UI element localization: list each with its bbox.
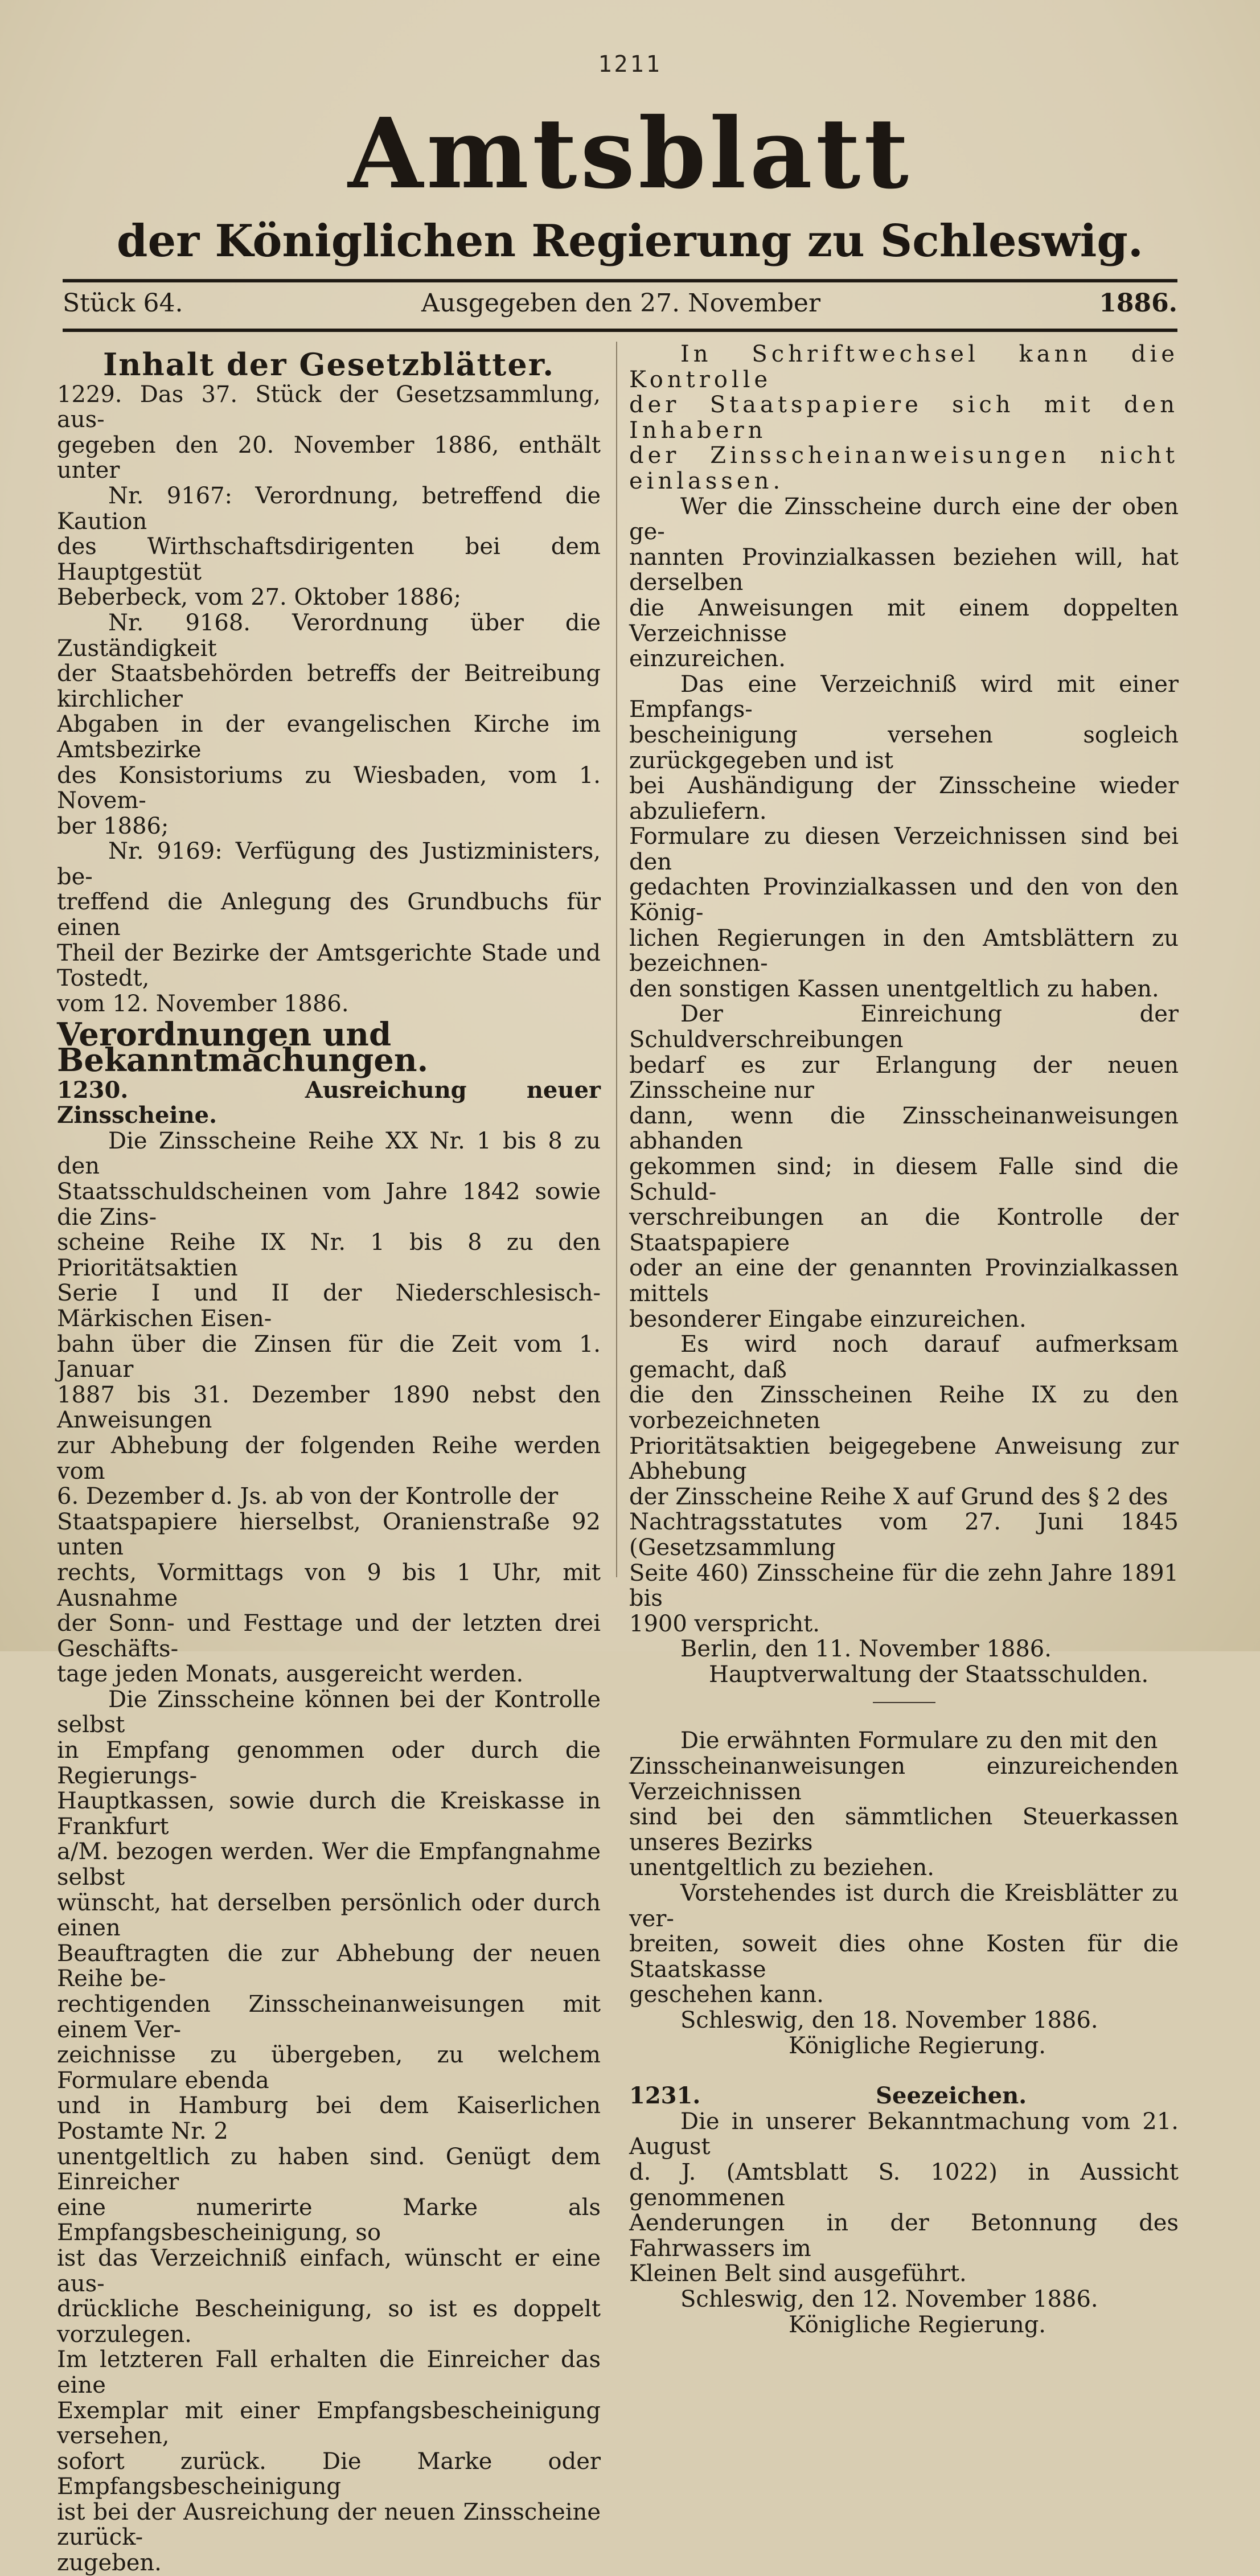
line: tage jeden Monats, ausgereicht werden. <box>57 1661 524 1688</box>
para-right-d <box>629 1002 1179 1332</box>
line: Zinsscheinanweisungen einzureichenden Verzeichnissen <box>629 1753 1179 1805</box>
para-9168 <box>57 610 601 839</box>
line: den sonstigen Kassen unentgeltlich zu haben. <box>629 975 1159 1002</box>
para-9167 <box>57 483 601 610</box>
line: Nr. 9167: Verordnung, betreffend die Kaution <box>57 482 601 535</box>
line: wünscht, hat derselben persönlich oder durch einen <box>57 1889 601 1942</box>
line: Hauptkassen, sowie durch die Kreiskasse in Frankfurt <box>57 1788 601 1840</box>
line: Serie I und II der Niederschlesisch-Märkischen Eisen- <box>57 1280 601 1332</box>
para-right-b <box>629 494 1179 672</box>
section-number-1231: 1231. <box>629 2082 701 2110</box>
para-1230-b <box>57 1687 601 2576</box>
para-9169 <box>57 839 601 1016</box>
line: sind bei den sämmtlichen Steuerkassen unseres Bezirks <box>629 1804 1179 1856</box>
line: Die erwähnten Formulare zu den mit den <box>680 1728 1158 1754</box>
page-number: 1211 <box>598 51 662 77</box>
column-divider <box>616 342 617 1577</box>
heading-1230 <box>57 1078 601 1129</box>
line: Aenderungen in der Betonnung des Fahrwassers im <box>629 2210 1179 2262</box>
section-number-1230: 1230. <box>57 1076 129 1104</box>
para-right-h <box>629 2109 1179 2287</box>
line: Staatspapiere hierselbst, Oranienstraße 92 unten <box>57 1508 601 1561</box>
line: 1229. Das 37. Stück der Gesetzsammlung, aus- <box>57 381 601 433</box>
signature-org-hauptverwaltung: Hauptverwaltung der Staatsschulden. <box>709 1661 1149 1688</box>
line: der Staatsbehörden betreffs der Beitreibung kirchlicher <box>57 661 601 712</box>
para-right-c <box>629 672 1179 1002</box>
line: bescheinigung versehen sogleich zurückgegeben und ist <box>629 721 1179 774</box>
line: Kleinen Belt sind ausgeführt. <box>629 2261 967 2287</box>
line: bahn über die Zinsen für die Zeit vom 1. Januar <box>57 1331 601 1383</box>
line: d. J. (Amtsblatt S. 1022) in Aussicht genommenen <box>629 2159 1179 2211</box>
signature-org-regierung-2: Königliche Regierung. <box>789 2311 1046 2338</box>
line: der Sonn- und Festtage und der letzten drei Geschäfts- <box>57 1610 601 1662</box>
line: zur Abhebung der folgenden Reihe werden vom <box>57 1432 601 1484</box>
line: bei Aushändigung der Zinsscheine wieder abzuliefern. <box>629 773 1179 825</box>
line: der Staatspapiere sich mit den Inhabern <box>629 392 1179 444</box>
short-divider <box>873 1702 935 1703</box>
para-right-g <box>629 1881 1179 2008</box>
left-column <box>57 342 601 2576</box>
line: gekommen sind; in diesem Falle sind die Schuld- <box>629 1154 1179 1205</box>
issue-date: Ausgegeben den 27. November <box>421 289 820 318</box>
signature-place-schleswig-2: Schleswig, den 12. November 1886. <box>680 2286 1098 2312</box>
line: Exemplar mit einer Empfangsbescheinigung versehen, <box>57 2397 601 2450</box>
line: bedarf es zur Erlangung der neuen Zinsscheine nur <box>629 1052 1179 1104</box>
line: sofort zurück. Die Marke oder Empfangsbescheinigung <box>57 2448 601 2500</box>
line: dann, wenn die Zinsscheinanweisungen abhanden <box>629 1102 1179 1155</box>
line: verschreibungen an die Kontrolle der Staatspapiere <box>629 1204 1179 1256</box>
line: der Zinsscheine Reihe X auf Grund des § 2 des <box>629 1483 1168 1510</box>
line: Vorstehendes ist durch die Kreisblätter zu ver- <box>629 1880 1179 1932</box>
masthead-subtitle: der Königlichen Regierung zu Schleswig. <box>116 215 1144 267</box>
heading-gesetzblaetter: Inhalt der Gesetzblätter. <box>102 346 555 383</box>
signature-place-berlin: Berlin, den 11. November 1886. <box>680 1636 1052 1663</box>
line: gedachten Provinzialkassen und den von den König- <box>629 874 1179 926</box>
section-title-1230: Ausreichung neuer Zinsscheine. <box>57 1076 601 1129</box>
line: Wer die Zinsscheine durch eine der oben ge- <box>629 493 1179 545</box>
line: vom 12. November 1886. <box>57 990 349 1017</box>
line: Die Zinsscheine Reihe XX Nr. 1 bis 8 zu den <box>57 1127 601 1180</box>
line: des Konsistoriums zu Wiesbaden, vom 1. Novem- <box>57 762 601 814</box>
line: scheine Reihe IX Nr. 1 bis 8 zu den Prioritätsaktien <box>57 1229 601 1281</box>
heading-verordnungen: Verordnungen und Bekanntmachungen. <box>57 1016 429 1080</box>
line: Staatsschuldscheinen vom Jahre 1842 sowie die Zins- <box>57 1179 601 1230</box>
line: Abgaben in der evangelischen Kirche im Amtsbezirke <box>57 711 601 763</box>
line: Formulare zu diesen Verzeichnissen sind bei den <box>629 823 1179 875</box>
line: breiten, soweit dies ohne Kosten für die Staatskasse <box>629 1931 1179 1983</box>
line: drückliche Bescheinigung, so ist es doppelt vorzulegen. <box>57 2296 601 2348</box>
line: Seite 460) Zinsscheine für die zehn Jahre 1891 bis <box>629 1560 1179 1612</box>
line: unentgeltlich zu haben sind. Genügt dem Einreicher <box>57 2143 601 2196</box>
line: Das eine Verzeichniß wird mit einer Empfangs- <box>629 671 1179 723</box>
line: in Empfang genommen oder durch die Regierungs- <box>57 1737 601 1789</box>
line: die den Zinsscheinen Reihe IX zu den vorbezeichneten <box>629 1382 1179 1434</box>
issue-line <box>63 289 1177 323</box>
line: die Anweisungen mit einem doppelten Verzeichnisse <box>629 594 1179 647</box>
issue-number: Stück 64. <box>63 289 183 318</box>
line: Im letzteren Fall erhalten die Einreicher das eine <box>57 2347 601 2398</box>
line: gegeben den 20. November 1886, enthält unter <box>57 432 601 484</box>
signature-org-regierung-1: Königliche Regierung. <box>789 2032 1046 2059</box>
line: Theil der Bezirke der Amtsgerichte Stade und Tostedt, <box>57 940 601 992</box>
bottom-rule <box>63 329 1177 332</box>
line: Nr. 9168. Verordnung über die Zuständigkeit <box>57 609 601 662</box>
line: 1900 verspricht. <box>629 1610 820 1637</box>
line: 6. Dezember d. Js. ab von der Kontrolle der <box>57 1483 559 1510</box>
line: 1887 bis 31. Dezember 1890 nebst den Anweisungen <box>57 1381 601 1434</box>
line: ber 1886; <box>57 813 169 839</box>
line: nannten Provinzialkassen beziehen will, hat derselben <box>629 544 1179 596</box>
line: des Wirthschaftsdirigenten bei dem Hauptgestüt <box>57 534 601 585</box>
issue-year: 1886. <box>1099 289 1177 318</box>
line: der Zinsscheinanweisungen nicht einlassen. <box>629 442 1179 494</box>
line: besonderer Eingabe einzureichen. <box>629 1306 1027 1332</box>
line: ist bei der Ausreichung der neuen Zinsscheine zurück- <box>57 2499 601 2551</box>
line: und in Hamburg bei dem Kaiserlichen Postamte Nr. 2 <box>57 2093 601 2144</box>
line: Prioritätsaktien beigegebene Anweisung zur Abhebung <box>629 1433 1179 1485</box>
line: Beauftragten die zur Abhebung der neuen Reihe be- <box>57 1940 601 1992</box>
line: rechts, Vormittags von 9 bis 1 Uhr, mit Ausnahme <box>57 1559 601 1611</box>
line: einzureichen. <box>629 646 786 672</box>
line: lichen Regierungen in den Amtsblättern zu bezeichnen- <box>629 925 1179 977</box>
masthead-title: Amtsblatt <box>348 97 912 211</box>
para-1229 <box>57 382 601 483</box>
heading-1231 <box>629 2083 1179 2109</box>
line: rechtigenden Zinsscheinanweisungen mit einem Ver- <box>57 1991 601 2043</box>
line: treffend die Anlegung des Grundbuchs für einen <box>57 889 601 941</box>
para-right-a <box>629 342 1179 494</box>
para-right-e <box>629 1332 1179 1636</box>
section-title-1231: Seezeichen. <box>876 2082 1027 2110</box>
line: zugeben. <box>57 2550 162 2576</box>
line: zeichnisse zu übergeben, zu welchem Formulare ebenda <box>57 2042 601 2094</box>
para-right-f <box>629 1728 1179 1881</box>
line: Die in unserer Bekanntmachung vom 21. August <box>629 2108 1179 2160</box>
line: a/M. bezogen werden. Wer die Empfangnahme selbst <box>57 1839 601 1891</box>
line: eine numerirte Marke als Empfangsbescheinigung, so <box>57 2194 601 2246</box>
line: oder an eine der genannten Provinzialkassen mittels <box>629 1255 1179 1307</box>
spacer <box>629 2058 1179 2083</box>
line: In Schriftwechsel kann die Kontrolle <box>629 341 1179 393</box>
line: Die Zinsscheine können bei der Kontrolle selbst <box>57 1686 601 1738</box>
right-column <box>629 342 1179 2337</box>
top-rule <box>63 279 1177 282</box>
line: Nr. 9169: Verfügung des Justizministers, be- <box>57 838 601 890</box>
line: Es wird noch darauf aufmerksam gemacht, daß <box>629 1331 1179 1383</box>
line: Beberbeck, vom 27. Oktober 1886; <box>57 584 462 611</box>
line: geschehen kann. <box>629 1982 824 2008</box>
para-1230-a <box>57 1129 601 1687</box>
line: Der Einreichung der Schuldverschreibungen <box>629 1001 1179 1053</box>
line: ist das Verzeichniß einfach, wünscht er eine aus- <box>57 2245 601 2297</box>
line: unentgeltlich zu beziehen. <box>629 1855 934 1881</box>
signature-place-schleswig-1: Schleswig, den 18. November 1886. <box>680 2007 1098 2033</box>
line: Nachtragsstatutes vom 27. Juni 1845 (Gesetzsammlung <box>629 1509 1179 1561</box>
